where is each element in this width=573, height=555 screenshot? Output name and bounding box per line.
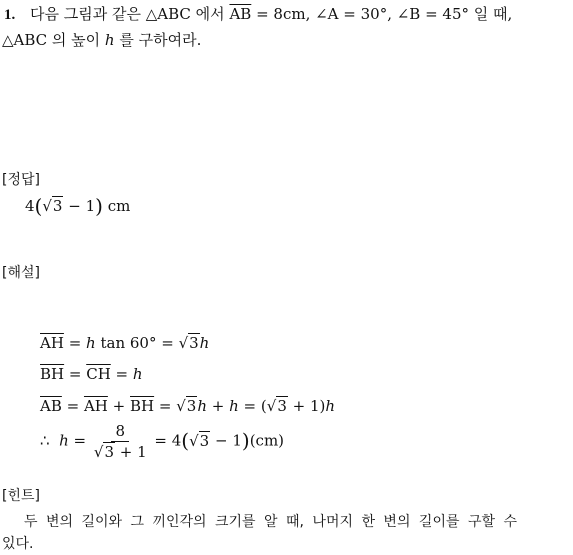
solution-line-2: $\overline{BH} = \overline{CH} = h$ bbox=[40, 365, 143, 383]
hint-line-1: 두 변의 길이와 그 끼인각의 크기를 알 때, 나머지 한 변의 길이를 구할 수 bbox=[24, 514, 517, 530]
hint-label: [힌트] bbox=[2, 488, 40, 504]
height-variable: h bbox=[104, 31, 115, 49]
solution-line-4: ∴ h = $\frac{8}{√3 + 1}$ = 4(√3 − 1)(cm) bbox=[40, 422, 285, 461]
question-line2-post: 를 구하여라. bbox=[114, 31, 202, 49]
answer-label: [정답] bbox=[2, 172, 40, 188]
question-line2-pre: △ABC 의 높이 bbox=[2, 31, 105, 49]
question-number: 1. bbox=[4, 7, 16, 23]
solution-label: [해설] bbox=[2, 265, 40, 281]
solution-line-1: $\overline{AH} = h$ tan 60° = √3h bbox=[40, 334, 210, 352]
question-line-2 bbox=[2, 29, 201, 50]
hint-text bbox=[2, 511, 572, 555]
question-text-mid: = 8cm, ∠A = 30°, ∠B = 45° 일 때, bbox=[251, 5, 513, 23]
question-text-pre: 다음 그림과 같은 △ABC 에서 bbox=[30, 5, 230, 23]
answer-value: 4(√3 − 1) cm bbox=[25, 194, 131, 218]
hint-line-2: 있다. bbox=[2, 536, 34, 552]
question-line-1 bbox=[4, 3, 512, 24]
solution-line-3: $\overline{AB} = \overline{AH} + \overline{BH} = √3h + h = (√3 + 1)h$ bbox=[40, 397, 336, 415]
segment-ab: $\overline{AB}$ bbox=[229, 5, 252, 23]
